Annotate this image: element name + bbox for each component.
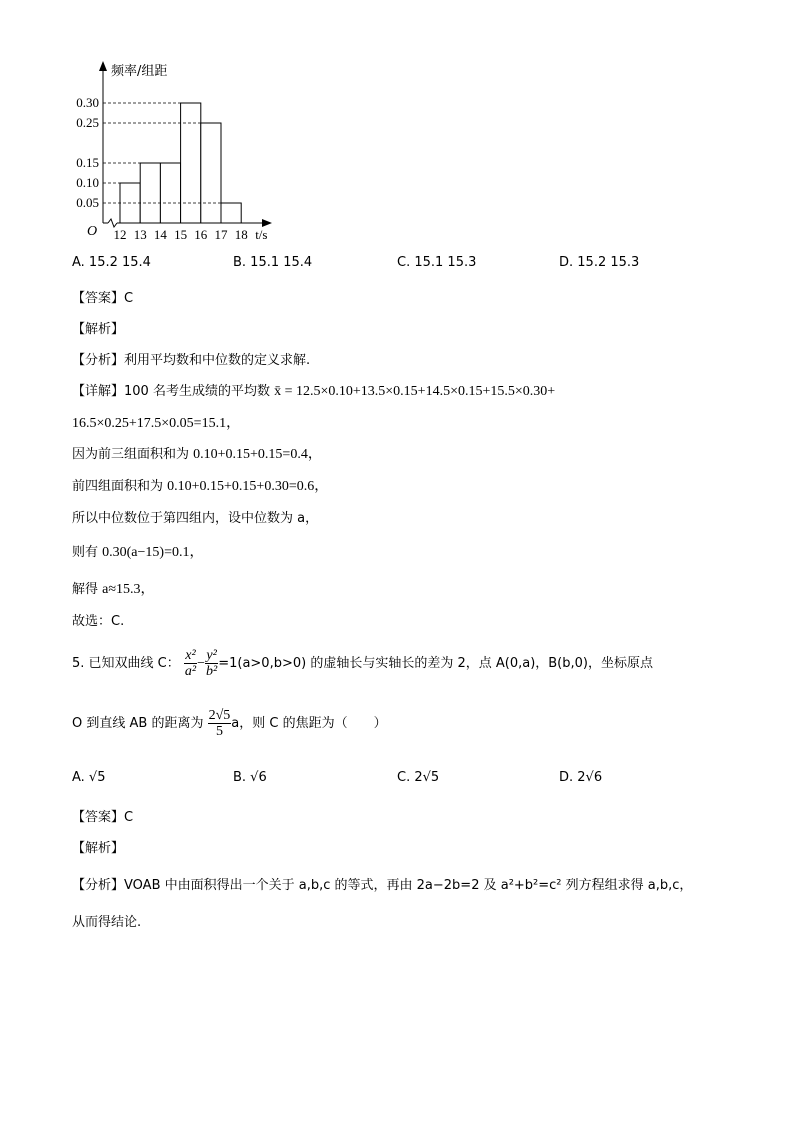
q4-line-d: 则有 0.30(a−15)=0.1， xyxy=(72,545,204,560)
q5-jiexi-heading: 【解析】 xyxy=(72,841,125,856)
q4-detail-line2: 16.5×0.25+17.5×0.05=15.1， xyxy=(72,416,241,431)
q5-fenxi-line1: 【分析】VOAB 中由面积得出一个关于 a,b,c 的等式，再由 2a−2b=2 及 a²+b²=c² 列方程组求得 a,b,c， xyxy=(72,878,693,893)
y-tick-label: 0.05 xyxy=(76,195,99,210)
x-tick-label: 12 xyxy=(113,227,127,242)
fraction-x2-a2: $\frac{\text{x²}}{\text{a²}}$ xyxy=(184,648,197,679)
q5-choice-c: C. 2√5 xyxy=(397,770,440,785)
y-axis-arrow xyxy=(99,61,107,71)
q4-line-c: 所以中位数位于第四组内，设中位数为 a， xyxy=(72,511,319,526)
q5-choice-d: D. 2√6 xyxy=(559,770,603,785)
y-tick-label: 0.25 xyxy=(76,115,99,130)
x-axis-arrow xyxy=(262,219,272,227)
histogram-chart xyxy=(60,55,300,245)
fraction-y2-b2: $\frac{\text{y²}}{\text{b²}}$ xyxy=(206,648,218,679)
histogram-bar xyxy=(140,163,160,223)
q5-choice-b: B. √6 xyxy=(233,770,267,785)
q4-line-a: 因为前三组面积和为 0.10+0.15+0.15=0.4， xyxy=(72,447,322,462)
x-axis-label: t/s xyxy=(255,227,268,242)
histogram-bar xyxy=(160,163,180,223)
y-axis-label: 频率/组距 xyxy=(111,64,168,79)
histogram-bar xyxy=(221,203,241,223)
x-tick-label: 13 xyxy=(133,227,147,242)
histogram-bar xyxy=(181,103,201,223)
q4-answer: 【答案】C xyxy=(72,291,134,306)
q5-stem-line1: 5. 已知双曲线 C： $\frac{\text{x²}}{\text{a²}}$ − $\frac{\text{y²}}{\text{b²}}$ =1(a>0,b>0) 的虚轴长与实轴长的差为 2，点 A(0,a)，B(b,0)，坐标原点 xyxy=(72,648,653,679)
y-tick-label: 0.10 xyxy=(76,175,99,190)
q5-choice-a: A. √5 xyxy=(72,770,106,785)
y-tick-label: 0.15 xyxy=(76,155,99,170)
x-tick-label: 14 xyxy=(153,227,167,242)
q4-line-f: 故选：C. xyxy=(72,614,125,629)
q4-fenxi: 【分析】利用平均数和中位数的定义求解. xyxy=(72,353,311,368)
q4-line-e: 解得 a≈15.3， xyxy=(72,582,155,597)
x-axis-break xyxy=(108,219,117,227)
y-tick-label: 0.30 xyxy=(76,95,99,110)
q5-answer: 【答案】C xyxy=(72,810,134,825)
x-tick-label: 15 xyxy=(174,227,188,242)
q4-choice-d: D. 15.2 15.3 xyxy=(559,255,640,270)
x-tick-label: 17 xyxy=(214,227,228,242)
q5-fenxi-line2: 从而得结论. xyxy=(72,915,142,930)
histogram-bar xyxy=(201,123,221,223)
q4-choice-b: B. 15.1 15.4 xyxy=(233,255,313,270)
x-tick-label: 16 xyxy=(194,227,208,242)
q5-stem-line2: O 到直线 AB 的距离为 $\frac{2√5}{5}$ a，则 C 的焦距为（ ） xyxy=(72,708,387,739)
q4-choice-a: A. 15.2 15.4 xyxy=(72,255,151,270)
q4-line-b: 前四组面积和为 0.10+0.15+0.15+0.30=0.6， xyxy=(72,479,329,494)
x-tick-label: 18 xyxy=(234,227,248,242)
q4-jiexi-heading: 【解析】 xyxy=(72,322,125,337)
origin-label: O xyxy=(87,224,98,239)
fraction-2sqrt5-5: $\frac{2√5}{5}$ xyxy=(208,708,231,739)
q4-choice-c: C. 15.1 15.3 xyxy=(397,255,477,270)
q4-detail-line1: 【详解】100 名考生成绩的平均数 x̄ = 12.5×0.10+13.5×0.15+14.5×0.15+15.5×0.30+ xyxy=(72,384,556,399)
